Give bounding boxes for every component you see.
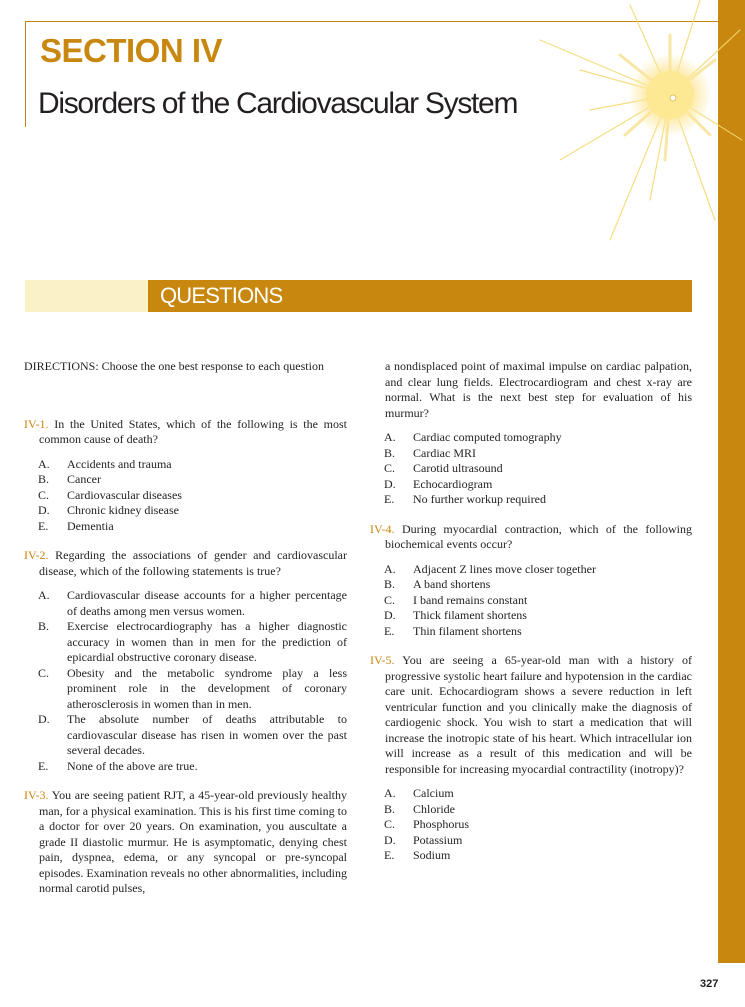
- answer-option: [384, 461, 692, 477]
- answer-option: [384, 562, 692, 578]
- directions-text: DIRECTIONS: Choose the one best response to each question: [24, 359, 324, 373]
- option-text: Cardiac MRI: [413, 445, 476, 460]
- question-text: During myocardial contraction, which of the following biochemical events occur?: [385, 521, 692, 551]
- answer-options: [370, 562, 692, 640]
- answer-option: [384, 848, 692, 864]
- option-letter: A.: [38, 456, 50, 471]
- answer-option: [38, 519, 347, 535]
- question-text: Regarding the associations of gender and cardiovascular disease, which of the following statements is true?: [39, 548, 348, 578]
- question-iv-3: [24, 788, 347, 897]
- answer-option: [384, 593, 692, 609]
- option-letter: C.: [384, 592, 396, 607]
- question-stem: [24, 417, 347, 448]
- question-iv-2: [24, 548, 347, 774]
- question-iv-5: [370, 653, 692, 864]
- option-text: Exercise electrocardiography has a higher diagnostic accuracy in women than in men for the prediction of epicardial obstructive coronary disease.: [67, 619, 347, 664]
- question-iv-1: [24, 417, 347, 535]
- answer-options: [24, 588, 347, 774]
- answer-option: [38, 472, 347, 488]
- option-text: Potassium: [413, 832, 463, 847]
- option-text: Calcium: [413, 786, 454, 800]
- option-letter: E.: [384, 848, 395, 862]
- option-letter: E.: [384, 492, 395, 506]
- answer-option: [384, 477, 692, 493]
- answer-option: [38, 712, 347, 759]
- question-iv-4: [370, 522, 692, 640]
- question-text: You are seeing a 65-year-old man with a history of progressive systolic heart failure and hypotension in the cardiac care unit. Echocardiogram shows a severe reduction in left ventricular function and you clinically make the diagnosis of cardiogenic shock. You wish to start a medication that will increase the inotropic state of his heart. Which intracellular ion will increase as a result of this medication and will be responsible for increasing myocardial contractility (inotropy)?: [385, 653, 692, 776]
- option-letter: B.: [38, 619, 50, 633]
- answer-option: [384, 446, 692, 462]
- option-letter: E.: [38, 758, 49, 773]
- option-text: Cardiac computed tomography: [413, 430, 562, 444]
- question-stem: [370, 522, 692, 553]
- answer-option: [384, 786, 692, 802]
- option-text: Cardiovascular diseases: [67, 487, 182, 502]
- option-text: I band remains constant: [413, 592, 528, 607]
- answer-option: [38, 588, 347, 619]
- chapter-title: Disorders of the Cardiovascular System: [38, 87, 518, 120]
- question-number: IV-2.: [24, 548, 49, 562]
- option-text: No further workup required: [413, 492, 546, 506]
- option-text: Thick filament shortens: [413, 608, 527, 622]
- option-text: Obesity and the metabolic syndrome play a less prominent role in the development of coronary atherosclerosis in women than in men.: [67, 665, 347, 711]
- option-letter: D.: [384, 832, 396, 847]
- answer-option: [38, 666, 347, 713]
- question-number: IV-4.: [370, 521, 395, 536]
- answer-options: [370, 786, 692, 864]
- option-letter: D.: [38, 712, 50, 726]
- answer-option: [384, 430, 692, 446]
- question-text-continued: a nondisplaced point of maximal impulse on cardiac palpation, and clear lung fields. Electrocardiogram and chest x-ray are normal. What is the next best step for evaluation of his murmur?: [385, 359, 692, 420]
- question-number: IV-3.: [24, 788, 49, 802]
- answer-option: [38, 619, 347, 666]
- option-letter: A.: [384, 786, 396, 800]
- option-text: Accidents and trauma: [67, 456, 172, 471]
- answer-options: [370, 430, 692, 508]
- option-text: The absolute number of deaths attributable to cardiovascular disease has risen in women over the past several decades.: [67, 712, 347, 757]
- option-letter: C.: [384, 461, 396, 475]
- section-label: SECTION IV: [40, 32, 223, 69]
- option-text: Thin filament shortens: [413, 623, 522, 638]
- option-letter: C.: [38, 665, 50, 680]
- answer-option: [384, 492, 692, 508]
- question-stem: [24, 788, 347, 897]
- option-letter: D.: [384, 476, 396, 491]
- starburst-decoration: [530, 0, 745, 270]
- question-number: IV-5.: [370, 653, 395, 667]
- question-text: In the United States, which of the following is the most common cause of death?: [39, 416, 347, 446]
- answer-options: [24, 457, 347, 535]
- option-text: Sodium: [413, 848, 451, 862]
- answer-option: [38, 488, 347, 504]
- questions-heading: QUESTIONS: [148, 280, 692, 312]
- answer-option: [38, 457, 347, 473]
- answer-option: [384, 817, 692, 833]
- option-letter: B.: [384, 577, 396, 591]
- answer-option: [38, 503, 347, 519]
- question-iv-3-continued: [370, 359, 692, 508]
- option-text: Chronic kidney disease: [67, 503, 179, 517]
- option-text: None of the above are true.: [67, 758, 198, 773]
- option-text: Carotid ultrasound: [413, 461, 503, 475]
- answer-option: [384, 833, 692, 849]
- option-letter: B.: [384, 445, 396, 460]
- answer-option: [384, 624, 692, 640]
- option-letter: E.: [384, 623, 395, 638]
- questions-band-accent: [25, 280, 148, 312]
- option-text: Phosphorus: [413, 817, 470, 831]
- page-number: 327: [700, 978, 719, 990]
- option-text: Adjacent Z lines move closer together: [413, 561, 596, 576]
- option-letter: C.: [38, 487, 50, 502]
- option-letter: B.: [384, 801, 396, 816]
- option-letter: A.: [38, 588, 50, 602]
- option-letter: B.: [38, 472, 50, 486]
- option-text: Cancer: [67, 472, 101, 486]
- answer-option: [384, 608, 692, 624]
- answer-option: [384, 577, 692, 593]
- option-letter: E.: [38, 518, 49, 533]
- option-letter: C.: [384, 817, 396, 831]
- option-text: Dementia: [67, 518, 114, 533]
- header-left-rule: [25, 21, 26, 127]
- answer-option: [38, 759, 347, 775]
- left-column: [24, 359, 347, 906]
- question-text: You are seeing patient RJT, a 45-year-old previously healthy man, for a physical examination. This is his first time coming to a doctor for over 20 years. On examination, you auscultate a grade II diastolic murmur. He is asymptomatic, denying chest pain, dyspnea, edema, or any syncopal or pre-syncopal episodes. Examination reveals no other abnormalities, including normal carotid pulses,: [39, 788, 348, 895]
- answer-option: [384, 802, 692, 818]
- question-stem: [24, 548, 347, 579]
- option-letter: D.: [38, 503, 50, 517]
- option-letter: A.: [384, 561, 396, 576]
- option-letter: D.: [384, 608, 396, 622]
- question-number: IV-1.: [24, 416, 49, 431]
- question-stem: [370, 653, 692, 777]
- option-text: Cardiovascular disease accounts for a higher percentage of deaths among men versus women.: [67, 588, 347, 618]
- option-letter: A.: [384, 430, 396, 444]
- option-text: A band shortens: [413, 577, 491, 591]
- right-column: [370, 359, 692, 878]
- option-text: Echocardiogram: [413, 476, 493, 491]
- option-text: Chloride: [413, 801, 455, 816]
